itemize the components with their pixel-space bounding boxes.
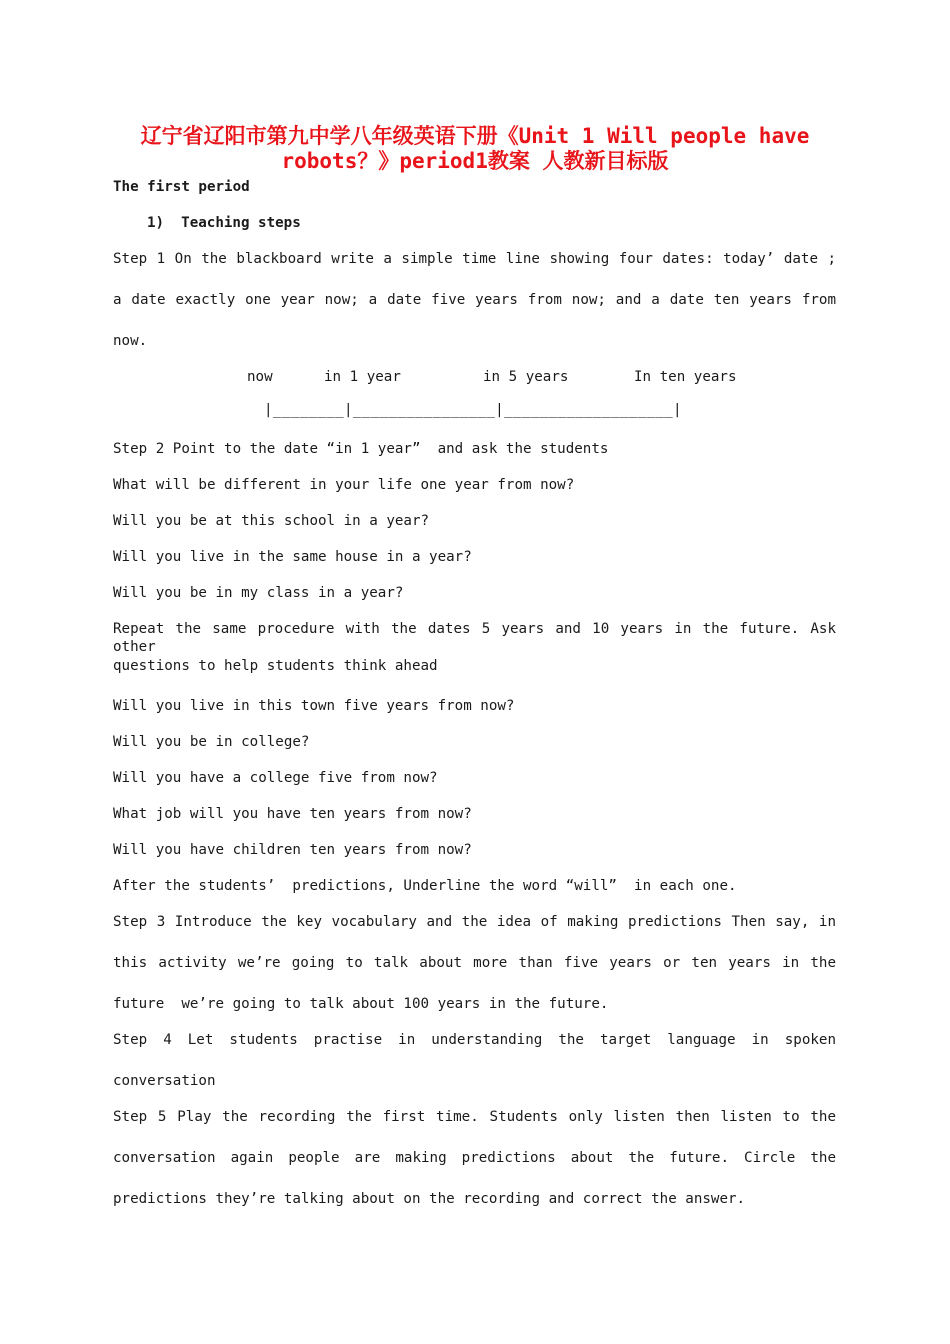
step4-line-1: Step 4 Let students practise in understanding the target language in spoken xyxy=(113,1032,836,1048)
step1-line-2: a date exactly one year now; a date five years from now; and a date ten years from xyxy=(113,292,836,308)
subheading: 1) Teaching steps xyxy=(147,215,301,231)
document-title-line-2: robots？》period1教案 人教新目标版 xyxy=(281,149,669,173)
step2-question-3: Will you live in the same house in a year? xyxy=(113,549,472,565)
timeline-bar: |________|________________|___________________| xyxy=(264,402,682,418)
document-title-line-1: 辽宁省辽阳市第九中学八年级英语下册《Unit 1 Will people have xyxy=(140,124,810,148)
section-heading: The first period xyxy=(113,179,250,195)
timeline-label-now: now xyxy=(247,369,273,385)
step2-repeat-line-1: Repeat the same procedure with the dates 5 years and 10 years in the future. Ask other xyxy=(113,621,836,655)
step4-line-2: conversation xyxy=(113,1073,216,1089)
step5-line-3: predictions they’re talking about on the recording and correct the answer. xyxy=(113,1191,746,1207)
step2-more-question-4: What job will you have ten years from now? xyxy=(113,806,472,822)
step5-line-2: conversation again people are making predictions about the future. Circle the xyxy=(113,1150,836,1166)
timeline-label-5-years: in 5 years xyxy=(483,369,569,385)
step2-more-question-5: Will you have children ten years from now? xyxy=(113,842,472,858)
step1-line-3: now. xyxy=(113,333,148,349)
step2-after: After the students’ predictions, Underline the word “will” in each one. xyxy=(113,878,737,894)
step3-line-3: future we’re going to talk about 100 years in the future. xyxy=(113,996,609,1012)
step2-more-question-3: Will you have a college five from now? xyxy=(113,770,438,786)
step2-more-question-2: Will you be in college? xyxy=(113,734,310,750)
step1-line-1: Step 1 On the blackboard write a simple time line showing four dates: today’ date ; xyxy=(113,251,836,267)
step2-question-1: What will be different in your life one year from now? xyxy=(113,477,575,493)
step3-line-1: Step 3 Introduce the key vocabulary and the idea of making predictions Then say, in xyxy=(113,914,836,930)
step2-repeat-line-2: questions to help students think ahead xyxy=(113,658,438,674)
step5-line-1: Step 5 Play the recording the first time. Students only listen then listen to the xyxy=(113,1109,836,1125)
step3-line-2: this activity we’re going to talk about more than five years or ten years in the xyxy=(113,955,836,971)
timeline-label-1-year: in 1 year xyxy=(324,369,401,385)
timeline-label-ten-years: In ten years xyxy=(634,369,737,385)
step2-more-question-1: Will you live in this town five years from now? xyxy=(113,698,515,714)
step2-question-4: Will you be in my class in a year? xyxy=(113,585,404,601)
step2-intro: Step 2 Point to the date “in 1 year” and ask the students xyxy=(113,441,609,457)
step2-question-2: Will you be at this school in a year? xyxy=(113,513,430,529)
